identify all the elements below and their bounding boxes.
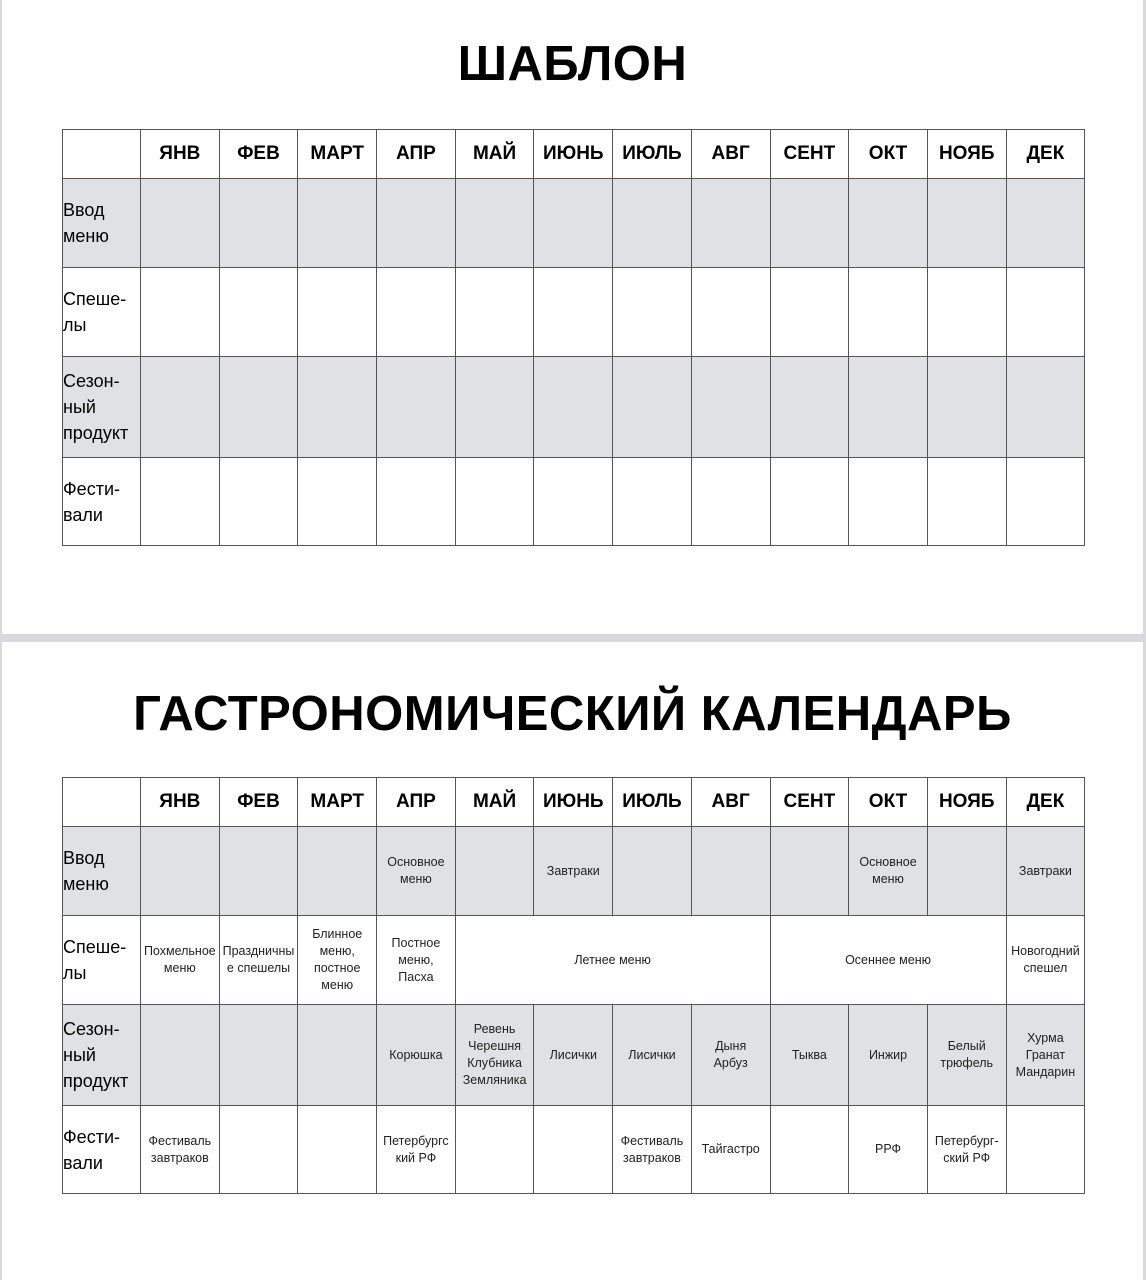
table-cell: [927, 827, 1006, 916]
table-cell: [298, 1005, 377, 1106]
seasonal-cell-aug: Дыня Арбуз: [691, 1005, 770, 1106]
table-cell: [298, 827, 377, 916]
seasonal-cell-apr: Корюшка: [377, 1005, 456, 1106]
template-page: [2, 0, 1143, 634]
template-title: ШАБЛОН: [457, 37, 688, 91]
calendar-title: ГАСТРОНОМИЧЕСКИЙ КАЛЕНДАРЬ: [133, 687, 1012, 741]
header-corner: [63, 778, 141, 827]
table-cell: [298, 179, 377, 268]
table-cell: [613, 268, 692, 357]
table-cell: [613, 357, 692, 458]
table-cell: [219, 179, 298, 268]
table-cell: [455, 1106, 534, 1194]
table-cell: [298, 268, 377, 357]
specials-cell-jan: Похмельное меню: [141, 916, 220, 1005]
table-cell: [770, 179, 849, 268]
table-cell: [534, 268, 613, 357]
table-cell: [141, 827, 220, 916]
table-cell: [1006, 268, 1085, 357]
month-header: АПР: [377, 130, 456, 179]
row-label-seasonal: Сезон- ный продукт: [63, 357, 141, 458]
month-header: СЕНТ: [770, 130, 849, 179]
month-header: ИЮЛЬ: [613, 778, 692, 827]
specials-cell-autumn: Осеннее меню: [770, 916, 1006, 1005]
table-cell: [141, 1005, 220, 1106]
table-cell: [219, 268, 298, 357]
month-header: МАРТ: [298, 130, 377, 179]
table-cell: [691, 458, 770, 546]
table-cell: [455, 357, 534, 458]
table-cell: [141, 458, 220, 546]
table-cell: [219, 357, 298, 458]
table-cell: [927, 179, 1006, 268]
month-header: МАРТ: [298, 778, 377, 827]
month-header: АПР: [377, 778, 456, 827]
menu-cell-jun: Завтраки: [534, 827, 613, 916]
calendar-page: [2, 642, 1143, 1280]
table-cell: [377, 179, 456, 268]
template-table: [62, 129, 1085, 546]
table-cell: [770, 827, 849, 916]
row-label-specials: Спеше- лы: [63, 916, 141, 1005]
specials-cell-dec: Новогодний спешел: [1006, 916, 1085, 1005]
specials-cell-summer: Летнее меню: [455, 916, 770, 1005]
table-cell: [849, 179, 928, 268]
table-cell: [298, 458, 377, 546]
menu-cell-apr: Основное меню: [377, 827, 456, 916]
month-header: ОКТ: [849, 130, 928, 179]
table-cell: [455, 179, 534, 268]
seasonal-cell-nov: Белый трюфель: [927, 1005, 1006, 1106]
table-cell: [927, 458, 1006, 546]
specials-cell-feb: Праздничны е спешелы: [219, 916, 298, 1005]
festivals-cell-apr: Петербургс кий РФ: [377, 1106, 456, 1194]
table-cell: [534, 1106, 613, 1194]
month-header: ЯНВ: [141, 778, 220, 827]
calendar-row-specials: [63, 916, 1085, 1005]
calendar-header-row: [63, 778, 1085, 827]
month-header: АВГ: [691, 130, 770, 179]
template-row-specials: [63, 268, 1085, 357]
table-cell: [1006, 179, 1085, 268]
table-cell: [455, 268, 534, 357]
template-header-row: [63, 130, 1085, 179]
table-cell: [141, 268, 220, 357]
month-header: НОЯБ: [927, 778, 1006, 827]
row-label-menu: Ввод меню: [63, 827, 141, 916]
table-cell: [455, 458, 534, 546]
festivals-cell-jul: Фестиваль завтраков: [613, 1106, 692, 1194]
calendar-row-seasonal: [63, 1005, 1085, 1106]
seasonal-cell-oct: Инжир: [849, 1005, 928, 1106]
template-row-festivals: [63, 458, 1085, 546]
month-header: ДЕК: [1006, 130, 1085, 179]
specials-cell-apr: Постное меню, Пасха: [377, 916, 456, 1005]
menu-cell-oct: Основное меню: [849, 827, 928, 916]
month-header: НОЯБ: [927, 130, 1006, 179]
month-header: АВГ: [691, 778, 770, 827]
table-cell: [849, 357, 928, 458]
festivals-cell-oct: РРФ: [849, 1106, 928, 1194]
month-header: ФЕВ: [219, 778, 298, 827]
table-cell: [1006, 1106, 1085, 1194]
table-cell: [1006, 458, 1085, 546]
table-cell: [377, 458, 456, 546]
seasonal-cell-jul: Лисички: [613, 1005, 692, 1106]
festivals-cell-nov: Петербург- ский РФ: [927, 1106, 1006, 1194]
table-cell: [141, 179, 220, 268]
festivals-cell-jan: Фестиваль завтраков: [141, 1106, 220, 1194]
table-cell: [613, 458, 692, 546]
table-cell: [691, 179, 770, 268]
table-cell: [534, 357, 613, 458]
table-cell: [849, 268, 928, 357]
table-cell: [534, 179, 613, 268]
month-header: ОКТ: [849, 778, 928, 827]
month-header: ЯНВ: [141, 130, 220, 179]
header-corner: [63, 130, 141, 179]
table-cell: [219, 1106, 298, 1194]
row-label-menu: Ввод меню: [63, 179, 141, 268]
seasonal-cell-jun: Лисички: [534, 1005, 613, 1106]
row-label-specials: Спеше- лы: [63, 268, 141, 357]
month-header: ИЮЛЬ: [613, 130, 692, 179]
table-cell: [849, 458, 928, 546]
table-cell: [219, 458, 298, 546]
month-header: МАЙ: [455, 778, 534, 827]
table-cell: [613, 827, 692, 916]
seasonal-cell-may: Ревень Черешня Клубника Земляника: [455, 1005, 534, 1106]
table-cell: [770, 357, 849, 458]
calendar-table: [62, 777, 1085, 1194]
table-cell: [770, 268, 849, 357]
row-label-festivals: Фести- вали: [63, 458, 141, 546]
month-header: ДЕК: [1006, 778, 1085, 827]
seasonal-cell-sep: Тыква: [770, 1005, 849, 1106]
table-cell: [534, 458, 613, 546]
table-cell: [770, 458, 849, 546]
table-cell: [770, 1106, 849, 1194]
menu-cell-dec: Завтраки: [1006, 827, 1085, 916]
table-cell: [219, 827, 298, 916]
festivals-cell-aug: Тайгастро: [691, 1106, 770, 1194]
table-cell: [141, 357, 220, 458]
specials-cell-mar: Блинное меню, постное меню: [298, 916, 377, 1005]
row-label-seasonal: Сезон- ный продукт: [63, 1005, 141, 1106]
table-cell: [455, 827, 534, 916]
template-row-seasonal: [63, 357, 1085, 458]
month-header: ИЮНЬ: [534, 778, 613, 827]
template-row-menu: [63, 179, 1085, 268]
table-cell: [219, 1005, 298, 1106]
month-header: МАЙ: [455, 130, 534, 179]
table-cell: [691, 357, 770, 458]
table-cell: [377, 268, 456, 357]
calendar-row-menu: [63, 827, 1085, 916]
month-header: ФЕВ: [219, 130, 298, 179]
row-label-festivals: Фести- вали: [63, 1106, 141, 1194]
table-cell: [691, 268, 770, 357]
table-cell: [298, 357, 377, 458]
table-cell: [691, 827, 770, 916]
calendar-row-festivals: [63, 1106, 1085, 1194]
table-cell: [1006, 357, 1085, 458]
table-cell: [927, 268, 1006, 357]
table-cell: [298, 1106, 377, 1194]
seasonal-cell-dec: Хурма Гранат Мандарин: [1006, 1005, 1085, 1106]
month-header: СЕНТ: [770, 778, 849, 827]
table-cell: [377, 357, 456, 458]
table-cell: [613, 179, 692, 268]
month-header: ИЮНЬ: [534, 130, 613, 179]
table-cell: [927, 357, 1006, 458]
